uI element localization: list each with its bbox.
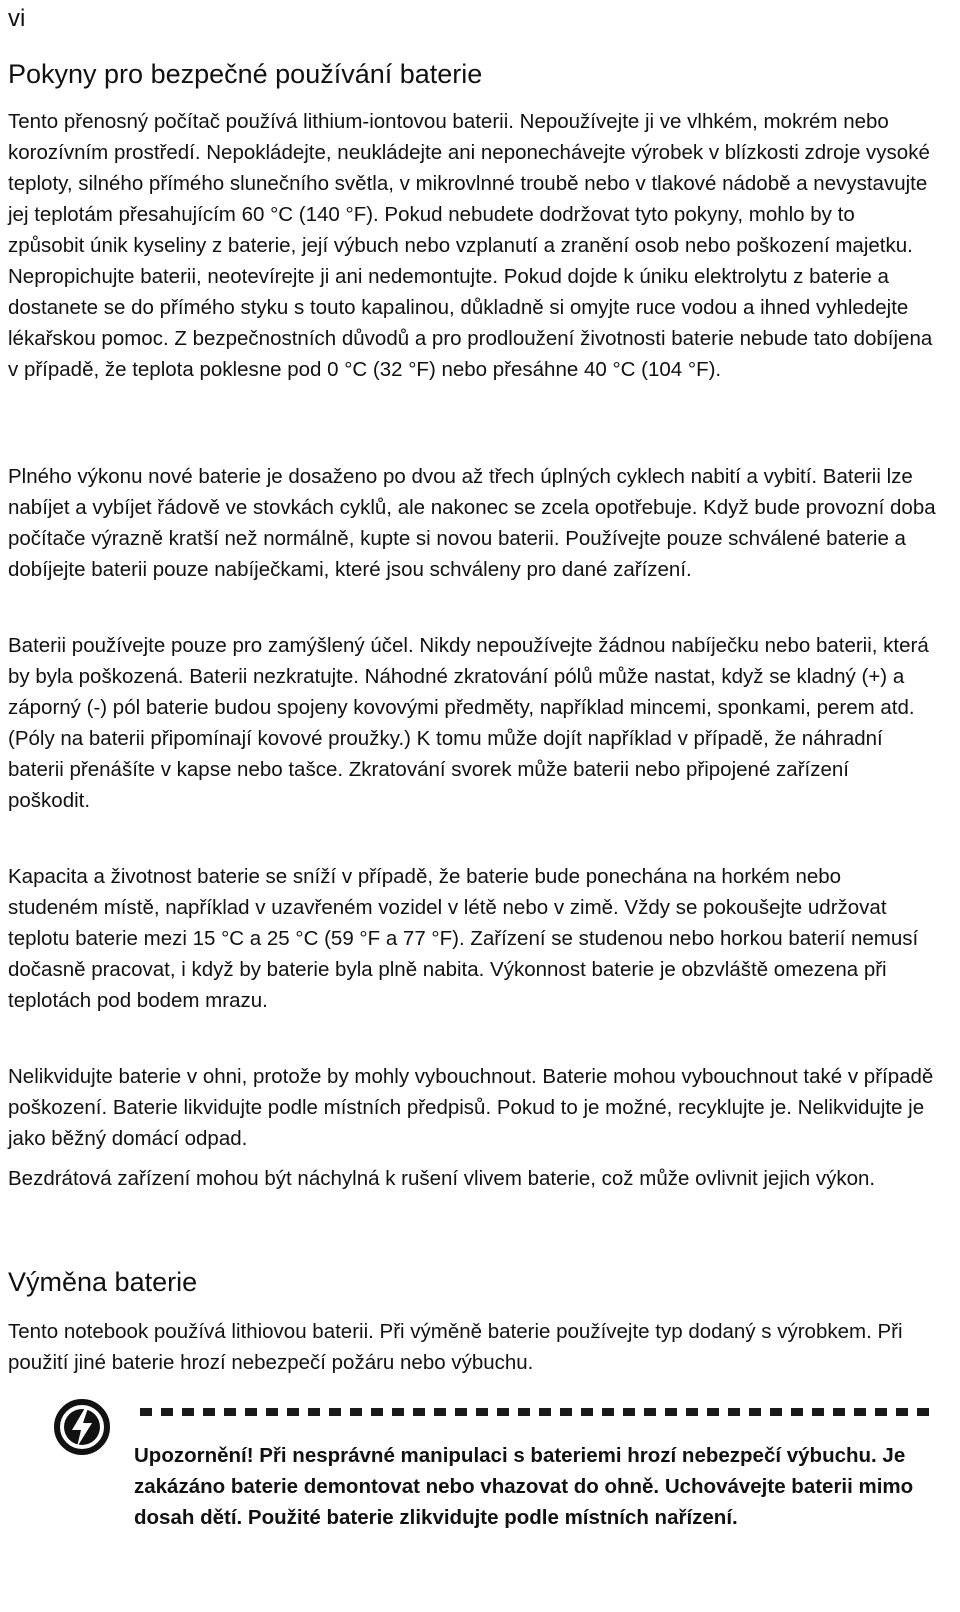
section-title-battery-safety: Pokyny pro bezpečné používání baterie — [8, 59, 483, 89]
section-title-battery-replacement: Výměna baterie — [8, 1267, 198, 1297]
paragraph-battery-short-circuit: Baterii používejte pouze pro zamýšlený účel. Nikdy nepoužívejte žádnou nabíječku nebo baterii, která by byla poškozená. Baterii nezkratujte. Náhodné zkratování pólů může nastat, když se kladný (+) a záporný (-) pól baterie budou spojeny kovovými předměty, například mincemi, sponkami, perem atd. (Póly na baterii připomínají kovové proužky.) K tomu může dojít například v případě, že náhradní baterii přenášíte v kapse nebo tašce. Zkratování svorek může baterii nebo připojené zařízení poškodit. — [8, 634, 929, 812]
paragraph-battery-performance: Plného výkonu nové baterie je dosaženo po dvou až třech úplných cyklech nabití a vybití. Baterii lze nabíjet a vybíjet řádově ve stovkách cyklů, ale nakonec se zcela opotřebuje. Když bude provozní doba počítače výrazně kratší než normálně, kupte si novou baterii. Používejte pouze schválené baterie a dobíjejte baterii pouze nabíječkami, které jsou schváleny pro dané zařízení. — [8, 465, 936, 581]
page-number: vi — [8, 5, 26, 32]
lightning-warning-icon — [52, 1396, 112, 1458]
paragraph-wireless-interference: Bezdrátová zařízení mohou být náchylná k rušení vlivem baterie, což může ovlivnit jejich výkon. — [8, 1167, 876, 1190]
paragraph-battery-temperature: Kapacita a životnost baterie se sníží v případě, že baterie bude ponechána na horkém nebo studeném místě, například v uzavřeném vozidel v létě nebo v zimě. Vždy se pokoušejte udržovat teplotu baterie mezi 15 °C a 25 °C (59 °F a 77 °F). Zařízení se studenou nebo horkou baterií nemusí dočasně pracovat, i když by baterie byla plně nabita. Výkonnost baterie je obzvláště omezena při teplotách pod bodem mrazu. — [8, 865, 919, 1012]
paragraph-battery-usage: Tento přenosný počítač používá lithium-iontovou baterii. Nepoužívejte ji ve vlhkém, mokrém nebo korozívním prostředí. Nepokládejte, neukládejte ani neponechávejte výrobek v blízkosti zdroje vysoké teploty, silného přímého slunečního světla, v mikrovlnné troubě nebo v tlakové nádobě a nevystavujte jej teplotám přesahujícím 60 °C (140 °F). Pokud nebudete dodržovat tyto pokyny, mohlo by to způsobit únik kyseliny z baterie, její výbuch nebo vzplanutí a zranění osob nebo poškození majetku. Nepropichujte baterii, neotevírejte ji ani nedemontujte. Pokud dojde k úniku elektrolytu z baterie a dostanete se do přímého styku s touto kapalinou, důkladně si omyjte ruce vodou a ihned vyhledejte lékařskou pomoc. Z bezpečnostních důvodů a pro prodloužení životnosti baterie nebude tato dobíjena v případě, že teplota poklesne pod 0 °C (32 °F) nebo přesáhne 40 °C (104 °F). — [8, 110, 933, 381]
paragraph-battery-replacement: Tento notebook používá lithiovou baterii. Při výměně baterie používejte typ dodaný s výrobkem. Při použití jiné baterie hrozí nebezpečí požáru nebo výbuchu. — [8, 1320, 903, 1374]
warning-divider — [140, 1408, 936, 1416]
warning-text: Upozornění! Při nesprávné manipulaci s bateriemi hrozí nebezpečí výbuchu. Je zakázáno baterie demontovat nebo vhazovat do ohně. Uchovávejte baterii mimo dosah dětí. Použité baterie zlikvidujte podle místních nařízení. — [134, 1444, 914, 1529]
paragraph-battery-disposal: Nelikvidujte baterie v ohni, protože by mohly vybouchnout. Baterie mohou vybouchnout také v případě poškození. Baterie likvidujte podle místních předpisů. Pokud to je možné, recyklujte je. Nelikvidujte je jako běžný domácí odpad. — [8, 1065, 934, 1150]
